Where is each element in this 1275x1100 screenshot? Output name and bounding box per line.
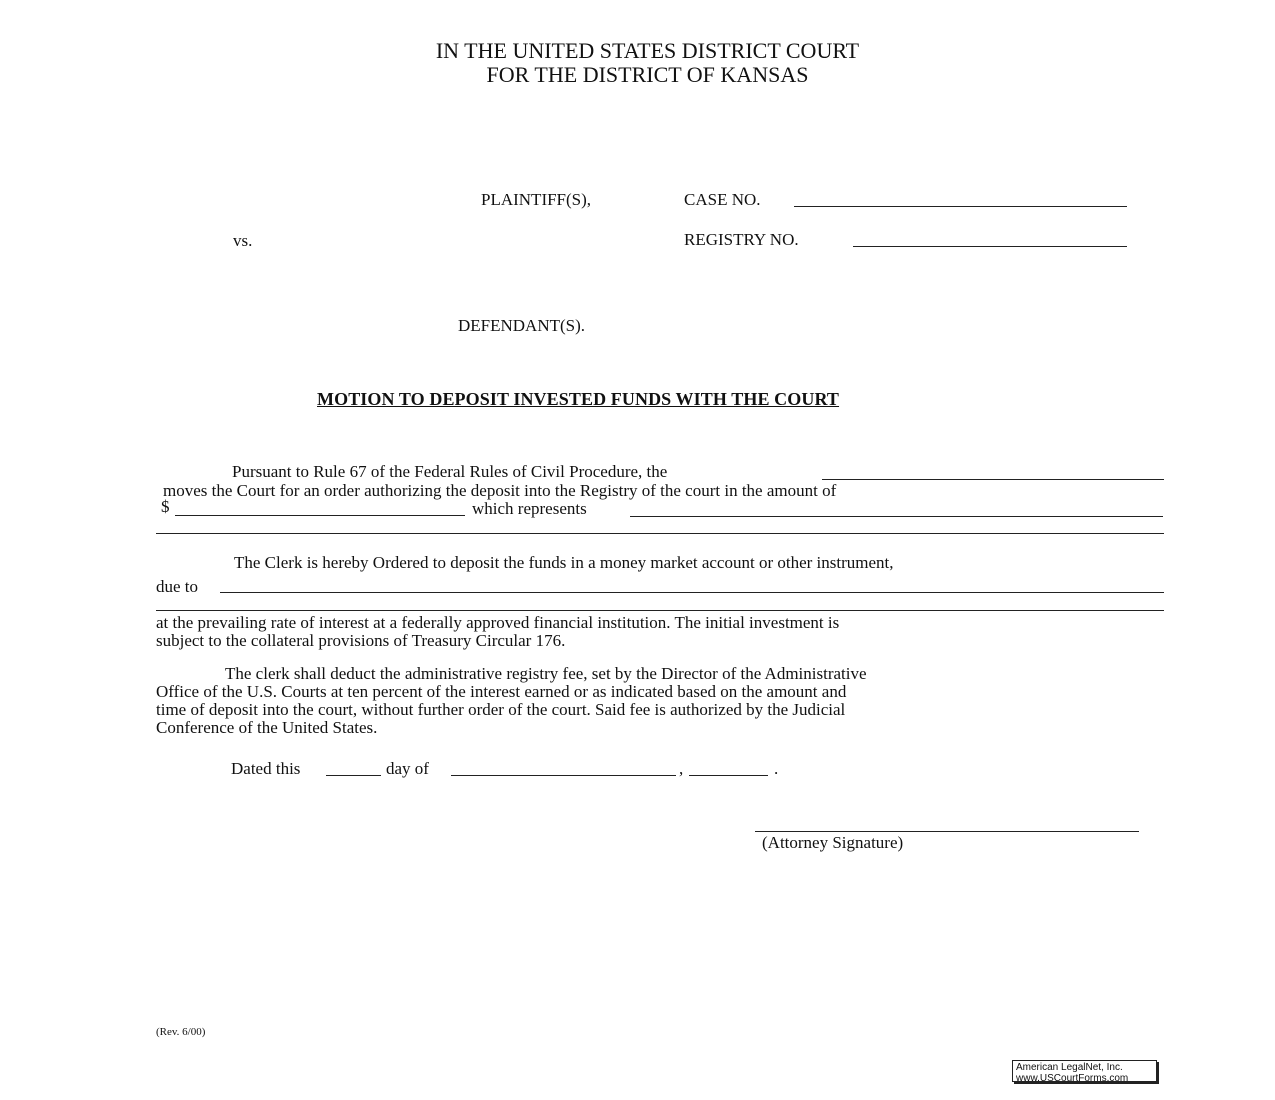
date-comma: , <box>679 759 684 778</box>
motion-title: MOTION TO DEPOSIT INVESTED FUNDS WITH THE COURT <box>317 389 840 409</box>
amount-field[interactable] <box>175 515 465 516</box>
para3-line4: Conference of the United States. <box>156 718 378 737</box>
attorney-signature-label: (Attorney Signature) <box>762 833 904 852</box>
registry-no-field[interactable] <box>853 246 1127 247</box>
signature-line[interactable] <box>755 831 1139 832</box>
due-to-field[interactable] <box>220 592 1164 593</box>
para2-line3: at the prevailing rate of interest at a federally approved financial institution. The initial investment is <box>156 613 840 632</box>
year-field[interactable] <box>689 775 768 776</box>
registry-no-label: REGISTRY NO. <box>684 230 799 249</box>
publisher-name: American LegalNet, Inc. <box>1016 1062 1123 1073</box>
dated-this-label: Dated this <box>231 759 301 778</box>
para3-line3: time of deposit into the court, without further order of the court. Said fee is authorized by the Judicial <box>156 700 846 719</box>
defendant-label: DEFENDANT(S). <box>458 316 586 335</box>
day-field[interactable] <box>326 775 381 776</box>
case-no-field[interactable] <box>794 206 1127 207</box>
publisher-url: www.USCourtForms.com <box>1016 1073 1129 1084</box>
court-district-line2: FOR THE DISTRICT OF KANSAS <box>486 62 809 87</box>
movant-name-field[interactable] <box>822 479 1164 480</box>
para1-line1: Pursuant to Rule 67 of the Federal Rules of Civil Procedure, the <box>232 462 668 481</box>
month-field[interactable] <box>451 775 676 776</box>
day-of-label: day of <box>386 759 429 778</box>
vs-label: vs. <box>233 231 253 250</box>
which-represents-label: which represents <box>472 499 587 518</box>
para1-line2: moves the Court for an order authorizing the deposit into the Registry of the court in the amount of <box>163 481 837 500</box>
publisher-badge <box>1012 1060 1157 1082</box>
court-name-line1: IN THE UNITED STATES DISTRICT COURT <box>435 38 860 63</box>
case-no-label: CASE NO. <box>684 190 761 209</box>
due-to-label: due to <box>156 577 199 596</box>
date-period: . <box>774 759 779 778</box>
represents-field-continued[interactable] <box>156 533 1164 534</box>
para3-line2: Office of the U.S. Courts at ten percent of the interest earned or as indicated based on the amount and <box>156 682 847 701</box>
para3-line1: The clerk shall deduct the administrative registry fee, set by the Director of the Administrative <box>225 664 867 683</box>
due-to-field-continued[interactable] <box>156 610 1164 611</box>
dollar-sign: $ <box>161 497 170 516</box>
revision-label: (Rev. 6/00) <box>156 1026 206 1038</box>
para2-line1: The Clerk is hereby Ordered to deposit the funds in a money market account or other instrument, <box>234 553 894 572</box>
plaintiff-label: PLAINTIFF(S), <box>481 190 592 209</box>
para2-line4: subject to the collateral provisions of Treasury Circular 176. <box>156 631 566 650</box>
represents-field[interactable] <box>630 516 1163 517</box>
